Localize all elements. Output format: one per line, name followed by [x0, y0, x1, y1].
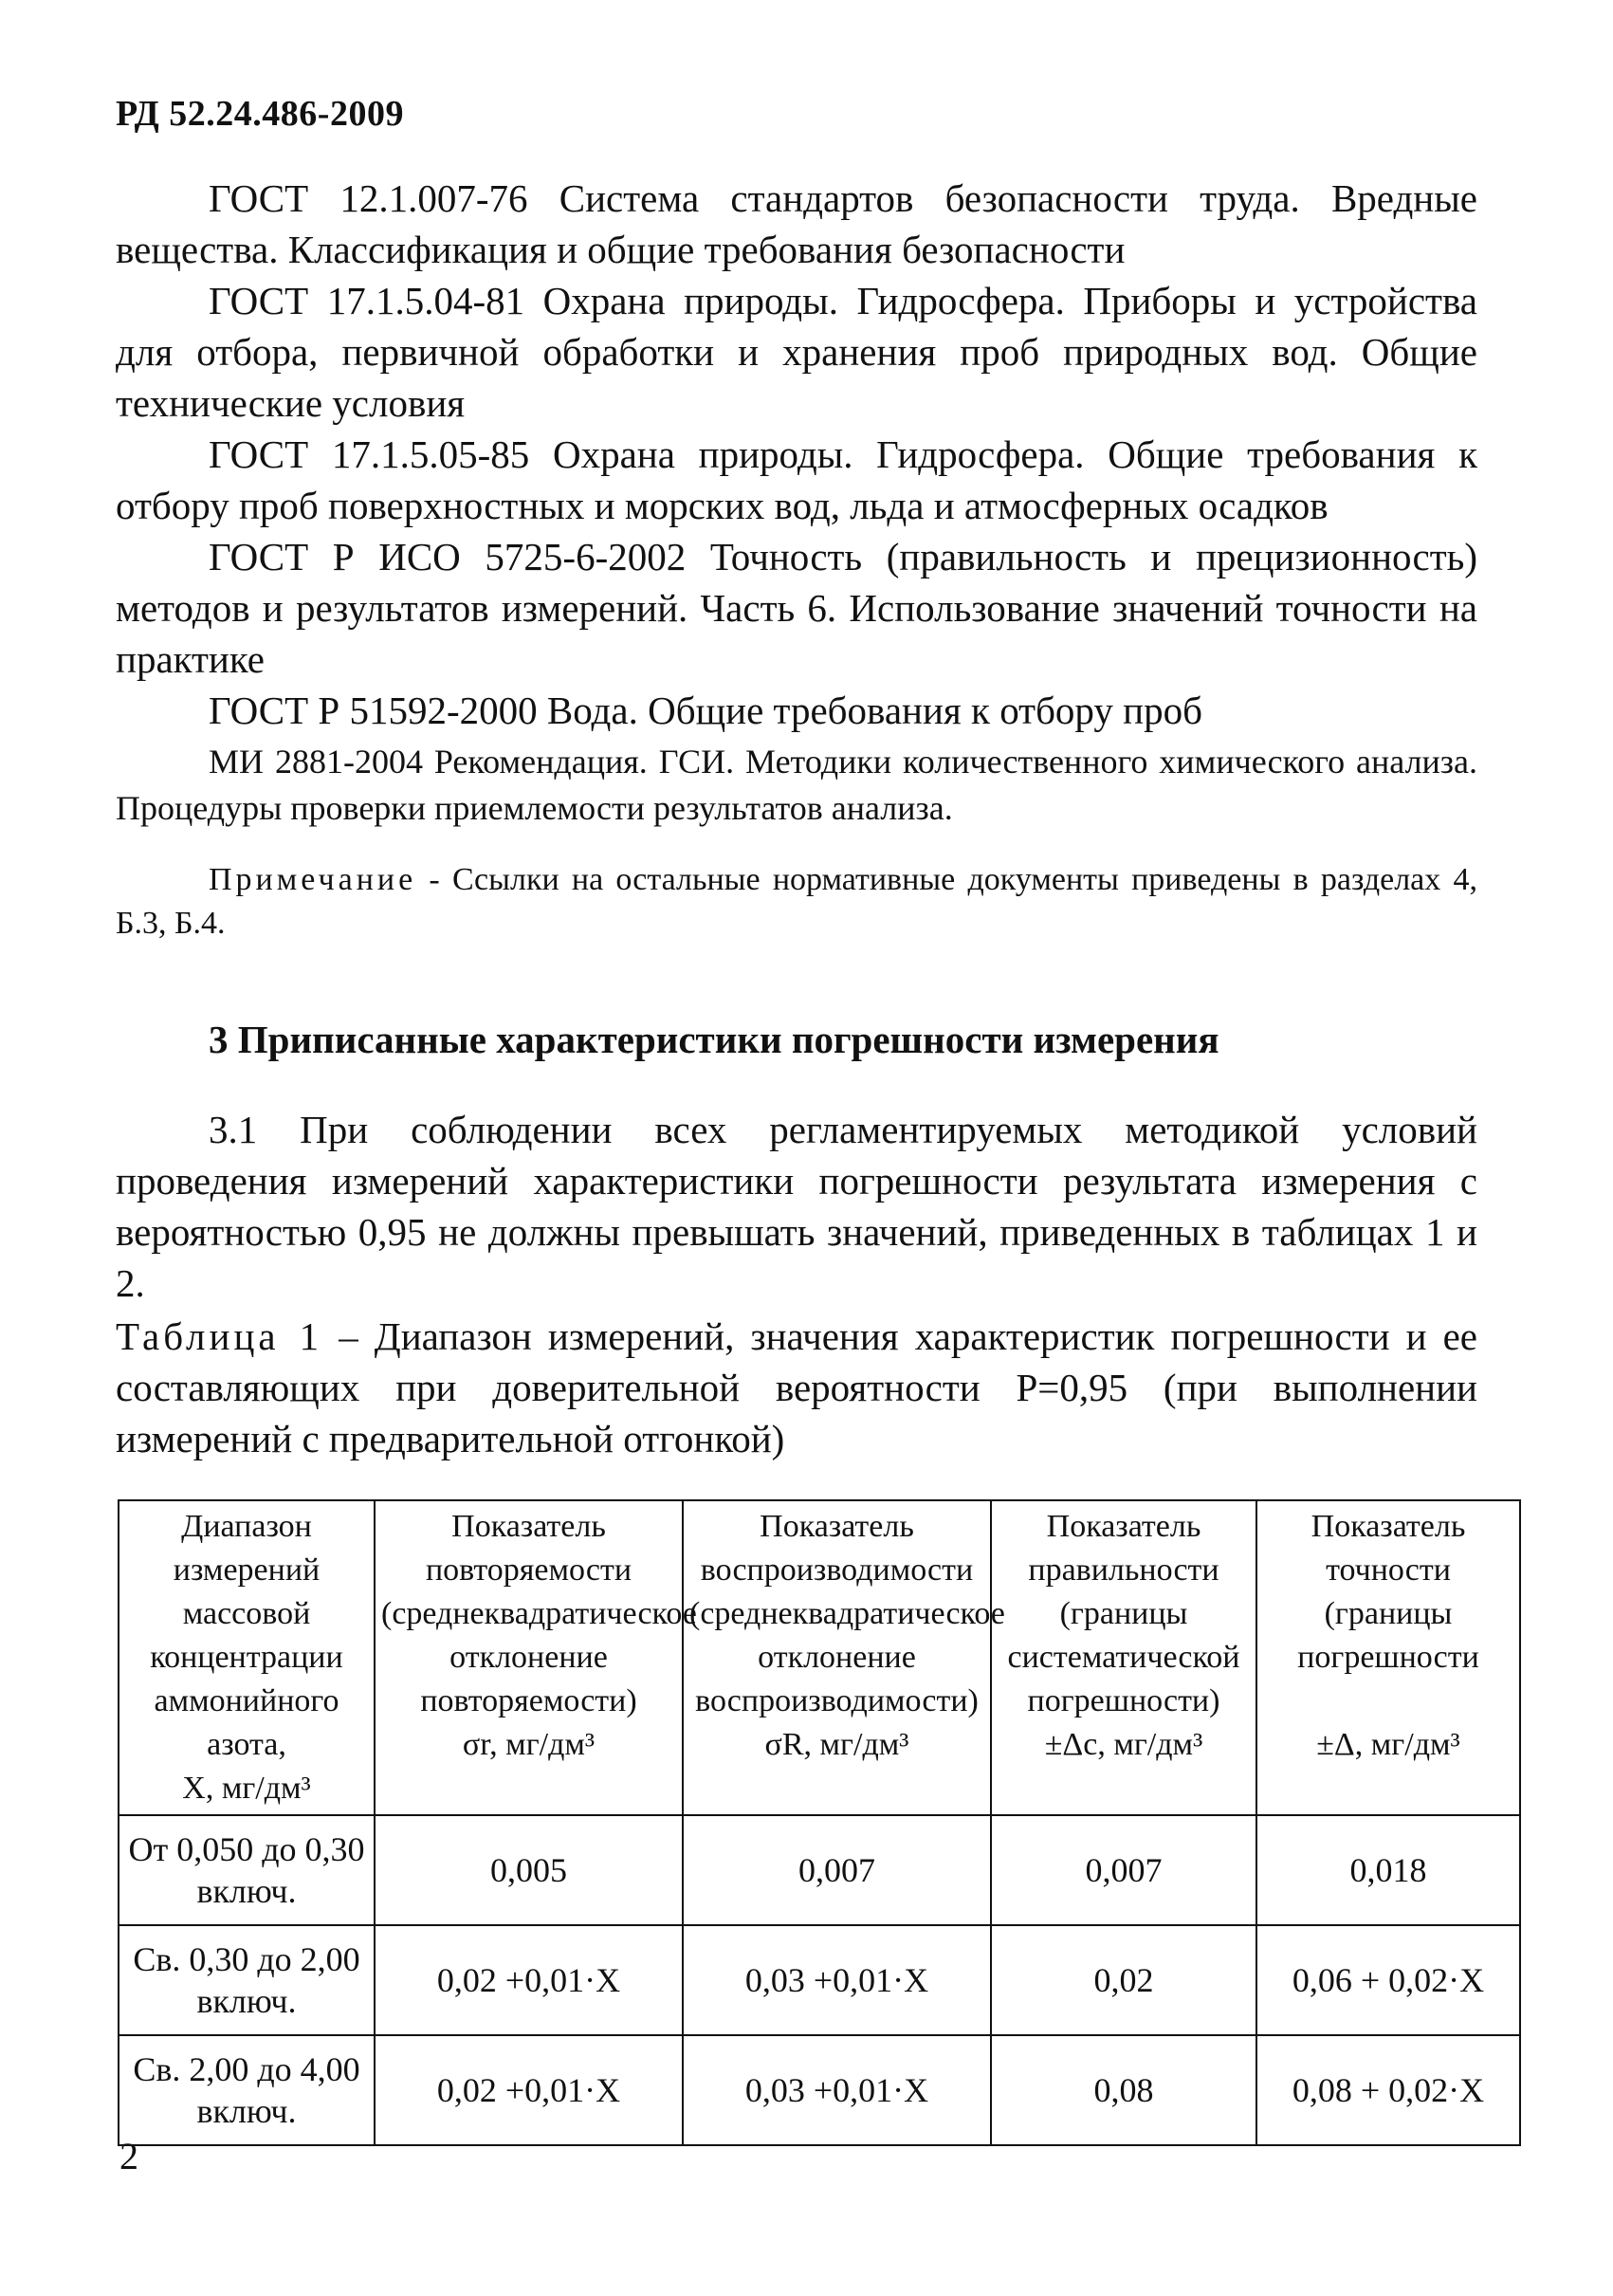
column-header: Показатель правильности (границы систематической погрешности) ±Δc, мг/дм³	[991, 1500, 1256, 1815]
column-header: Диапазон измерений массовой концентрации аммонийного азота, X, мг/дм³	[119, 1500, 375, 1815]
column-header: Показатель точности (границы погрешности ±Δ, мг/дм³	[1256, 1500, 1520, 1815]
column-unit: ±Δc, мг/дм³	[1044, 1727, 1203, 1762]
error-characteristics-table	[118, 1499, 1521, 2146]
column-unit: σR, мг/дм³	[764, 1727, 909, 1762]
table-cell: 0,005	[375, 1815, 683, 1925]
column-header: Показатель повторяемости (среднеквадратическое отклонение повторяемости) σr, мг/дм³	[375, 1500, 683, 1815]
table-header-row	[119, 1500, 1520, 1815]
reference-item: МИ 2881-2004 Рекомендация. ГСИ. Методики количественного химического анализа. Процедуры проверки приемлемости результатов анализа.	[116, 743, 1477, 827]
table-cell: 0,007	[683, 1815, 991, 1925]
column-unit: ±Δ, мг/дм³	[1316, 1727, 1460, 1762]
column-unit: X, мг/дм³	[182, 1771, 311, 1806]
normative-references	[116, 173, 1477, 946]
column-header: Показатель воспроизводимости (среднеквадратическое отклонение воспроизводимости) σR, мг/дм³	[683, 1500, 991, 1815]
table-cell: 0,02 +0,01·X	[375, 2035, 683, 2145]
note-label: Примечание	[209, 862, 417, 897]
table-row	[119, 1815, 1520, 1925]
table-cell: 0,08 + 0,02·X	[1256, 2035, 1520, 2145]
document-code: РД 52.24.486-2009	[116, 94, 404, 134]
table-row	[119, 1925, 1520, 2035]
table-cell: Св. 0,30 до 2,00 включ.	[119, 1925, 375, 2035]
reference-item: ГОСТ Р 51592-2000 Вода. Общие требования к отбору проб	[209, 689, 1202, 732]
section-heading: 3 Приписанные характеристики погрешности измерения	[209, 1018, 1219, 1061]
table-cell: 0,03 +0,01·X	[683, 2035, 991, 2145]
table-cell: 0,08	[991, 2035, 1256, 2145]
reference-item: ГОСТ Р ИСО 5725-6-2002 Точность (правильность и прецизионность) методов и результатов измерений. Часть 6. Использование значений точности на практике	[116, 535, 1477, 681]
table-caption-label: Таблица 1	[116, 1314, 323, 1358]
reference-item: ГОСТ 17.1.5.05-85 Охрана природы. Гидросфера. Общие требования к отбору проб поверхностных и морских вод, льда и атмосферных осадков	[116, 432, 1477, 527]
table-cell: Св. 2,00 до 4,00 включ.	[119, 2035, 375, 2145]
table-row	[119, 2035, 1520, 2145]
reference-item: ГОСТ 12.1.007-76 Система стандартов безопасности труда. Вредные вещества. Классификация и общие требования безопасности	[116, 176, 1477, 271]
table-cell: От 0,050 до 0,30 включ.	[119, 1815, 375, 1925]
table-caption	[116, 1311, 1477, 1464]
note-text: - Ссылки на остальные нормативные документы приведены в разделах 4, Б.3, Б.4.	[116, 862, 1477, 941]
page-number: 2	[119, 2135, 138, 2177]
table-caption-text: – Диапазон измерений, значения характеристик погрешности и ее составляющих при доверительной вероятности Р=0,95 (при выполнении измерений с предварительной отгонкой)	[116, 1314, 1477, 1460]
table-cell: 0,06 + 0,02·X	[1256, 1925, 1520, 2035]
reference-item: ГОСТ 17.1.5.04-81 Охрана природы. Гидросфера. Приборы и устройства для отбора, первичной обработки и хранения проб природных вод. Общие технические условия	[116, 279, 1477, 425]
note	[116, 858, 1477, 946]
table-cell: 0,018	[1256, 1815, 1520, 1925]
table-cell: 0,03 +0,01·X	[683, 1925, 991, 2035]
section-paragraph: 3.1 При соблюдении всех регламентируемых методикой условий проведения измерений характеристики погрешности результата измерения с вероятностью 0,95 не должны превышать значений, приведенных в таблицах 1 и 2.	[116, 1108, 1477, 1305]
table-cell: 0,007	[991, 1815, 1256, 1925]
table-cell: 0,02	[991, 1925, 1256, 2035]
table-cell: 0,02 +0,01·X	[375, 1925, 683, 2035]
column-unit: σr, мг/дм³	[462, 1727, 596, 1762]
